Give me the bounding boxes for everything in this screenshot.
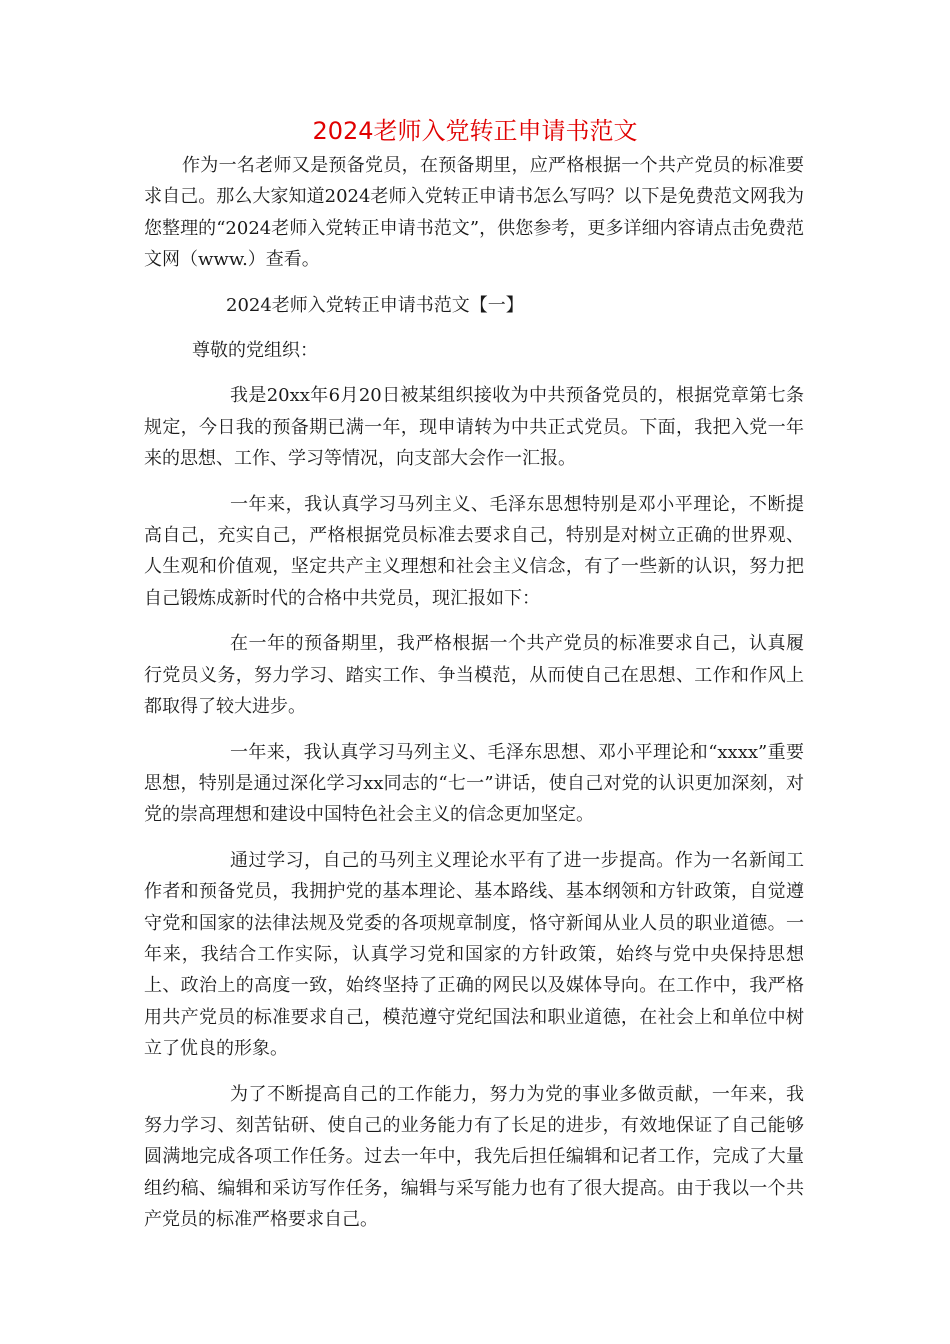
intro-paragraph: 作为一名老师又是预备党员，在预备期里，应严格根据一个共产党员的标准要求自己。那么大家知道2024老师入党转正申请书怎么写吗？以下是免费范文网我为您整理的“2024老师入党转正申请书范文”，供您参考，更多详细内容请点击免费范文网（www.）查看。	[144, 155, 804, 271]
body-paragraph-4: 一年来，我认真学习马列主义、毛泽东思想、邓小平理论和“xxxx”重要思想，特别是通过深化学习xx同志的“七一”讲话，使自己对党的认识更加深刻，对党的崇高理想和建设中国特色社会主义的信念更加坚定。	[144, 741, 804, 826]
body-paragraph-2: 一年来，我认真学习马列主义、毛泽东思想特别是邓小平理论，不断提高自己，充实自己，严格根据党员标准去要求自己，特别是对树立正确的世界观、人生观和价值观，坚定共产主义理想和社会主义信念，有了一些新的认识，努力把自己锻炼成新时代的合格中共党员，现汇报如下：	[144, 493, 804, 609]
body-paragraph-6: 为了不断提高自己的工作能力，努力为党的事业多做贡献，一年来，我努力学习、刻苦钻研、使自己的业务能力有了长足的进步，有效地保证了自己能够圆满地完成各项工作任务。过去一年中，我先后担任编辑和记者工作，完成了大量组约稿、编辑和采访写作任务，编辑与采写能力也有了很大提高。由于我以一个共产党员的标准严格要求自己。	[144, 1083, 804, 1231]
section-subheading: 2024老师入党转正申请书范文【一】	[226, 294, 524, 316]
salutation: 尊敬的党组织：	[192, 340, 318, 362]
body-paragraph-3: 在一年的预备期里，我严格根据一个共产党员的标准要求自己，认真履行党员义务，努力学习、踏实工作、争当模范，从而使自己在思想、工作和作风上都取得了较大进步。	[144, 633, 804, 718]
document-title: 2024老师入党转正申请书范文	[312, 117, 638, 145]
body-paragraph-5: 通过学习，自己的马列主义理论水平有了进一步提高。作为一名新闻工作者和预备党员，我拥护党的基本理论、基本路线、基本纲领和方针政策，自觉遵守党和国家的法律法规及党委的各项规章制度，恪守新闻从业人员的职业道德。一年来，我结合工作实际，认真学习党和国家的方针政策，始终与党中央保持思想上、政治上的高度一致，始终坚持了正确的网民以及媒体导向。在工作中，我严格用共产党员的标准要求自己，模范遵守党纪国法和职业道德，在社会上和单位中树立了优良的形象。	[144, 849, 804, 1060]
body-paragraph-1: 我是20xx年6月20日被某组织接收为中共预备党员的，根据党章第七条规定，今日我的预备期已满一年，现申请转为中共正式党员。下面，我把入党一年来的思想、工作、学习等情况，向支部大会作一汇报。	[144, 385, 804, 470]
document-body	[144, 150, 804, 1236]
